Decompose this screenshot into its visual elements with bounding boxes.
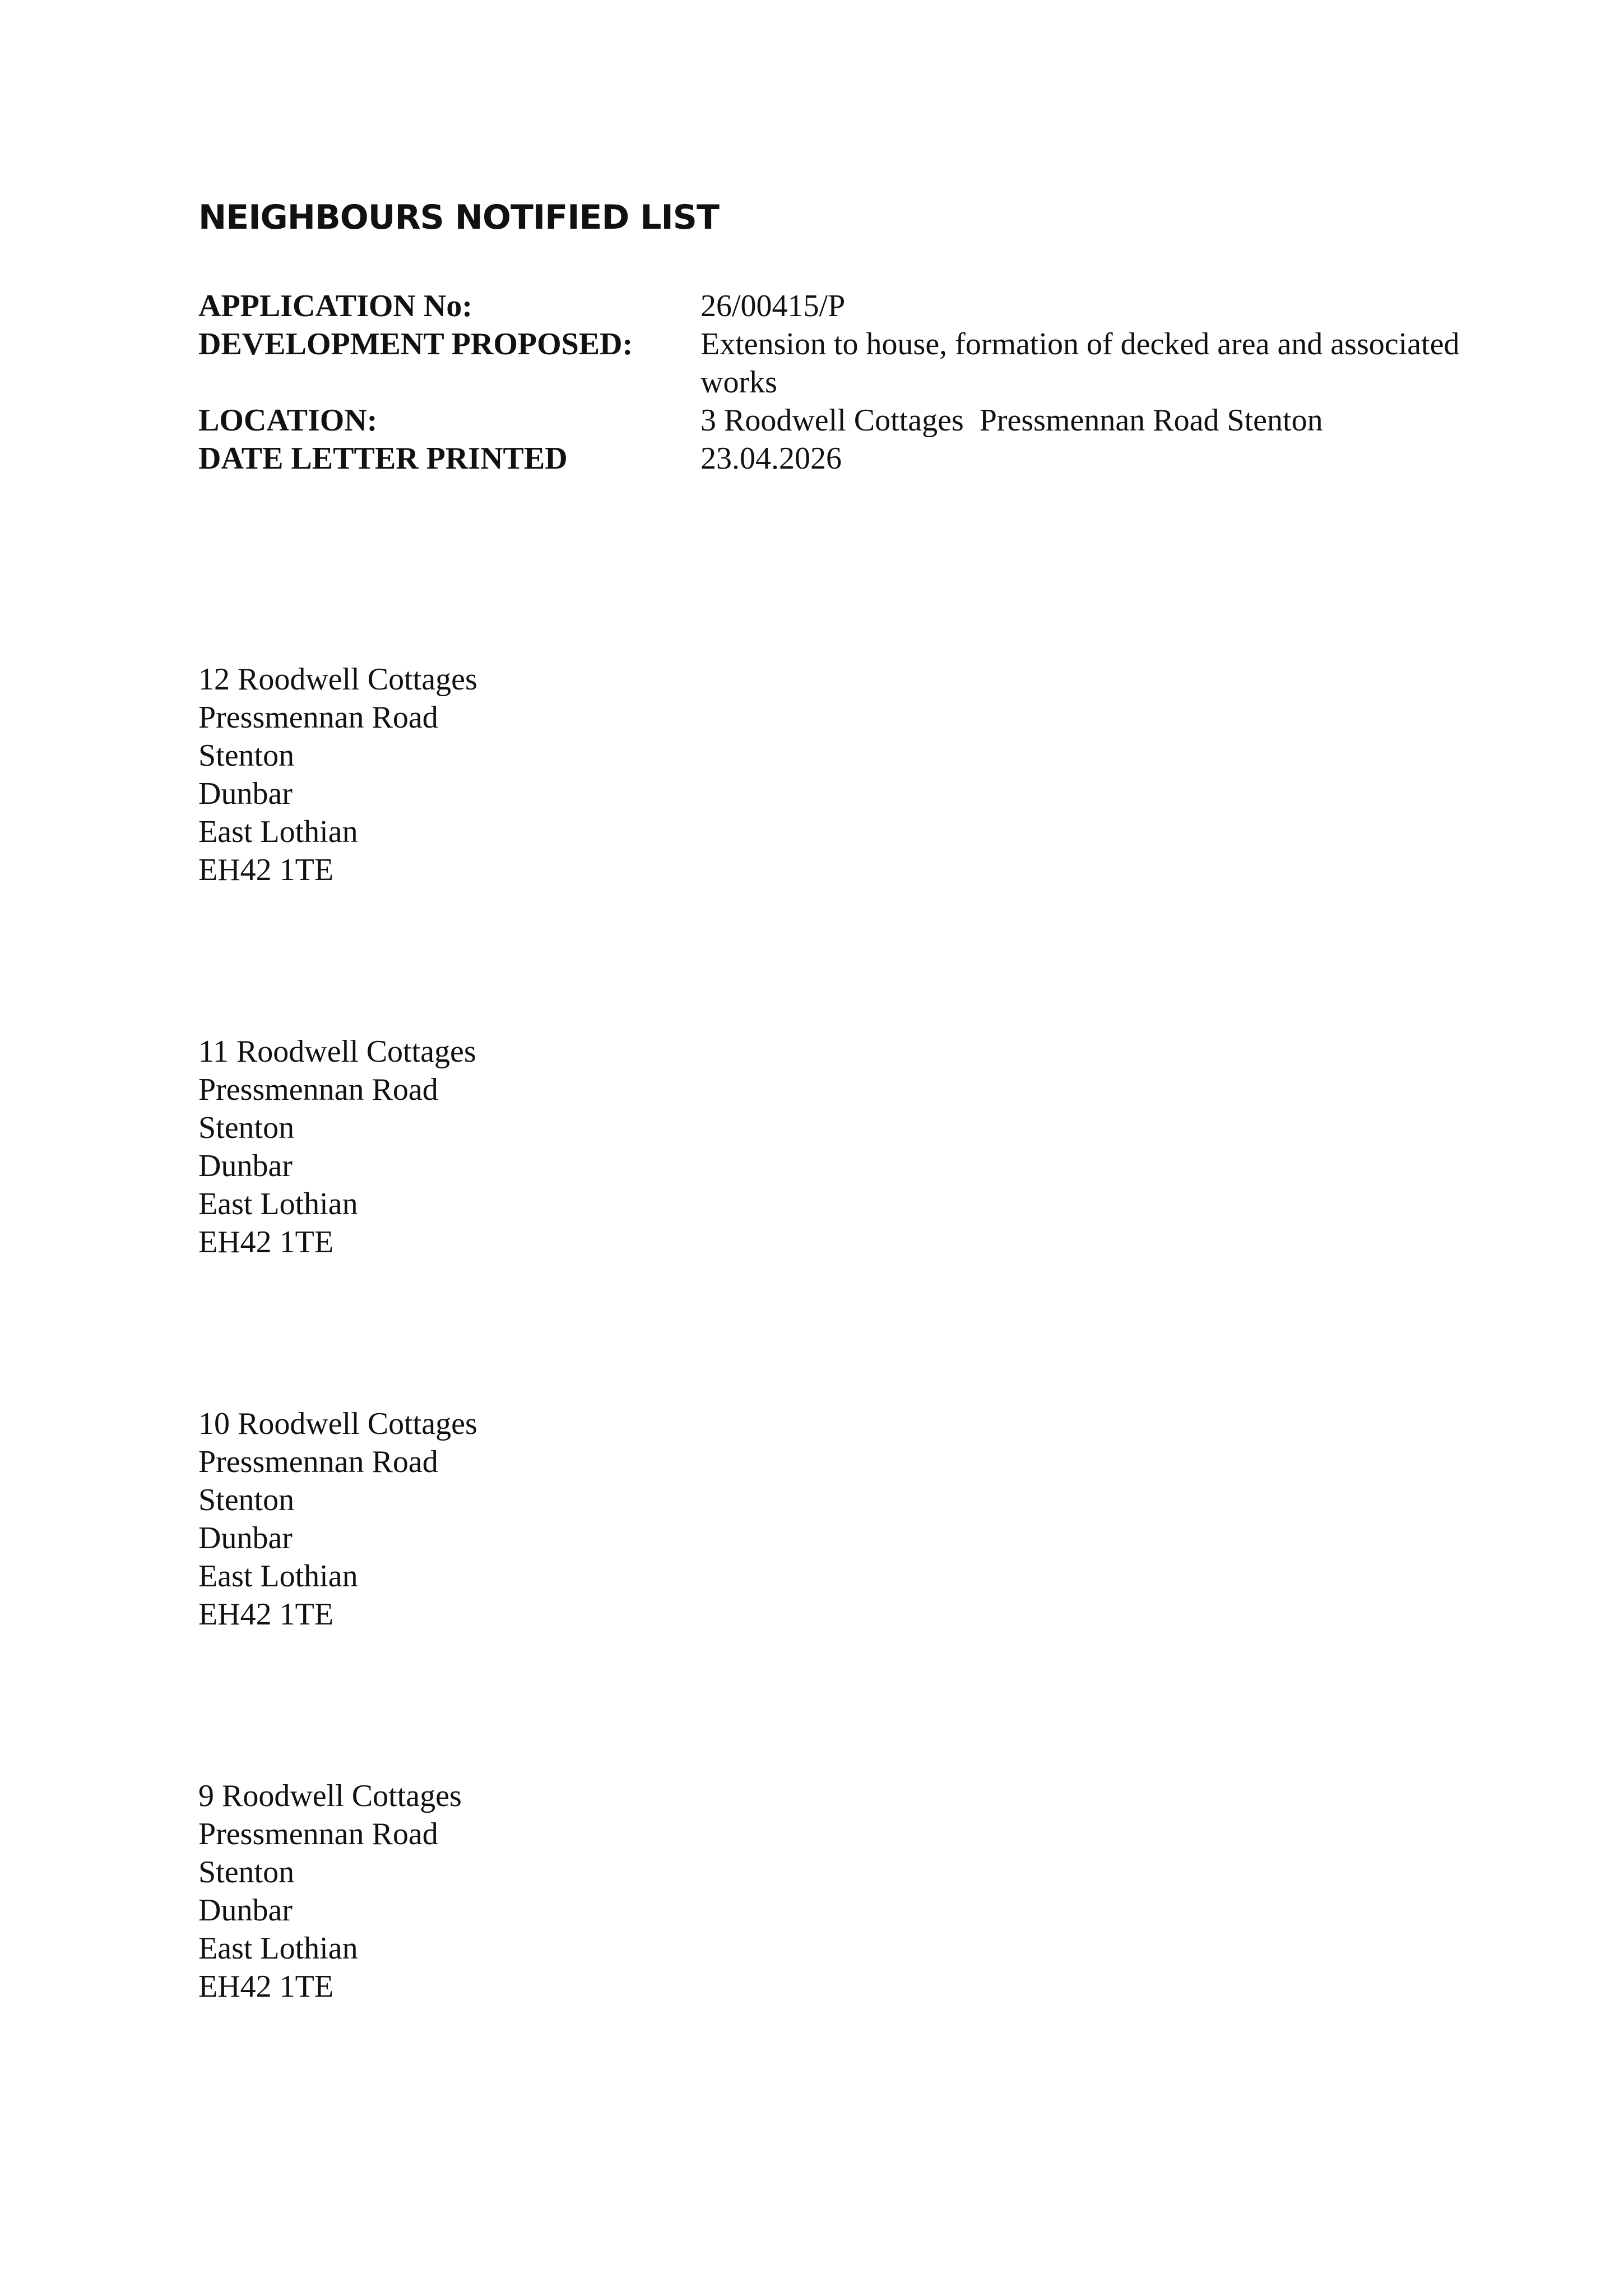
address-line: Stenton [198, 1483, 295, 1517]
address-line: East Lothian [198, 1187, 358, 1221]
location-label: LOCATION: [198, 403, 378, 438]
address-line: Stenton [198, 1110, 295, 1145]
development-proposed-label: DEVELOPMENT PROPOSED: [198, 327, 633, 362]
address-line: Dunbar [198, 1893, 293, 1928]
neighbour-address-1 [198, 660, 477, 889]
application-details [198, 287, 1515, 478]
address-postcode: EH42 1TE [198, 1597, 334, 1632]
date-letter-printed-row [198, 439, 1515, 478]
address-line: Dunbar [198, 1521, 293, 1556]
date-letter-printed-label: DATE LETTER PRINTED [198, 441, 568, 476]
location-value: 3 Roodwell Cottages Pressmennan Road Stenton [700, 403, 1323, 438]
address-line: East Lothian [198, 1559, 358, 1594]
address-line: 10 Roodwell Cottages [198, 1406, 477, 1441]
development-proposed-row [198, 325, 1515, 401]
neighbour-address-2 [198, 1033, 476, 1261]
neighbour-address-4 [198, 1777, 462, 2006]
address-line: 11 Roodwell Cottages [198, 1034, 476, 1069]
address-line: Pressmennan Road [198, 1445, 438, 1479]
address-postcode: EH42 1TE [198, 1969, 334, 2004]
address-line: Dunbar [198, 776, 293, 811]
address-line: Dunbar [198, 1149, 293, 1183]
address-line: Pressmennan Road [198, 1817, 438, 1851]
address-line: 9 Roodwell Cottages [198, 1779, 462, 1813]
address-postcode: EH42 1TE [198, 853, 334, 887]
address-postcode: EH42 1TE [198, 1225, 334, 1260]
address-line: East Lothian [198, 1931, 358, 1966]
address-line: Stenton [198, 738, 295, 773]
location-row [198, 401, 1515, 439]
application-number-value: 26/00415/P [700, 289, 846, 323]
page-title: NEIGHBOURS NOTIFIED LIST [198, 198, 719, 237]
development-proposed-value: Extension to house, formation of decked area and associated works [700, 327, 1468, 400]
address-line: 12 Roodwell Cottages [198, 662, 477, 697]
address-line: East Lothian [198, 814, 358, 849]
address-line: Pressmennan Road [198, 700, 438, 735]
address-line: Stenton [198, 1855, 295, 1890]
date-letter-printed-value: 23.04.2026 [700, 441, 842, 476]
application-number-label: APPLICATION No: [198, 289, 472, 323]
address-line: Pressmennan Road [198, 1072, 438, 1107]
neighbour-address-3 [198, 1405, 477, 1633]
application-number-row [198, 287, 1515, 325]
